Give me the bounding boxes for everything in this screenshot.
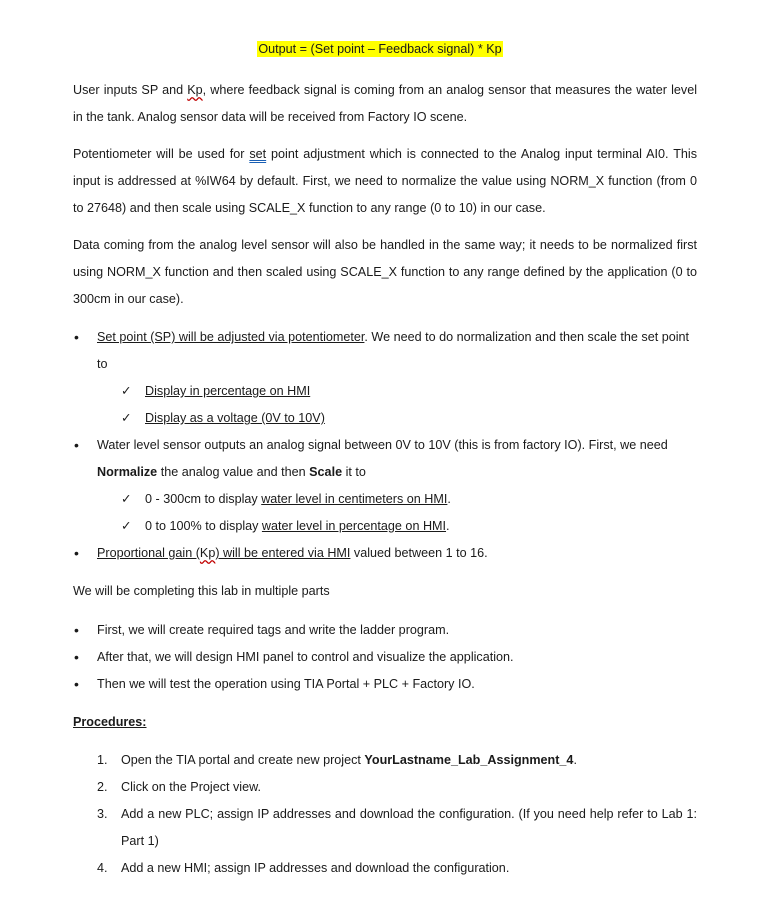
p3-text: Data coming from the analog level sensor will also be handled in the same way; it needs to be normalized first using NORM_X function and then scaled using SCALE_X function to any range defined by the application (0 to 300cm in our case). xyxy=(73,238,697,306)
requirements-list xyxy=(73,324,697,567)
step1-end: . xyxy=(573,753,577,767)
check-item-centimeters xyxy=(73,486,697,513)
step3-text: Add a new PLC; assign IP addresses and download the configuration. (If you need help refer to Lab 1: Part 1) xyxy=(121,807,697,848)
step2-text: Click on the Project view. xyxy=(121,780,261,794)
check-item-percentage xyxy=(73,378,697,405)
check-icon: ✓ xyxy=(121,411,132,425)
b2-sub2-a: 0 to 100% to display xyxy=(145,519,262,533)
b1-underlined: Set point (SP) will be adjusted via potentiometer xyxy=(97,330,365,344)
b3-u1: Proportional gain ( xyxy=(97,546,200,560)
check-item-voltage xyxy=(73,405,697,432)
b3-u2: ) will be entered via HMI xyxy=(215,546,351,560)
bullet-water-level xyxy=(73,432,697,486)
b2-normalize: Normalize xyxy=(97,465,158,479)
p2-set: set xyxy=(249,147,267,161)
check-icon: ✓ xyxy=(121,519,132,533)
b2-sub1-a: 0 - 300cm to display xyxy=(145,492,262,506)
b2-sub2-end: . xyxy=(446,519,450,533)
parts-list xyxy=(73,617,697,698)
b2-scale: Scale xyxy=(309,465,343,479)
part-item xyxy=(73,671,697,698)
bullet-icon: • xyxy=(74,437,79,453)
formula-line xyxy=(0,42,760,56)
step4-text: Add a new HMI; assign IP addresses and download the configuration. xyxy=(121,861,510,875)
parts-intro xyxy=(73,578,697,605)
check-icon: ✓ xyxy=(121,384,132,398)
bullet-icon: • xyxy=(74,649,79,665)
step-number: 1. xyxy=(97,753,108,767)
step-number: 3. xyxy=(97,807,108,821)
step-number: 2. xyxy=(97,780,108,794)
p2-text-a: Potentiometer will be used for xyxy=(73,147,250,161)
procedure-step-4 xyxy=(73,855,697,882)
formula-highlight xyxy=(257,41,502,57)
bullet-icon: • xyxy=(74,676,79,692)
part-item xyxy=(73,617,697,644)
b2-text-a: Water level sensor outputs an analog signal between 0V to 10V (this is from factory IO). First, we need xyxy=(97,438,668,452)
b1-sub1: Display in percentage on HMI xyxy=(145,384,311,398)
b2-sub2-u: water level in percentage on HMI xyxy=(261,519,447,533)
part-text: After that, we will design HMI panel to control and visualize the application. xyxy=(97,650,514,664)
b2-mid: the analog value and then xyxy=(157,465,310,479)
p1-text-a: User inputs SP and xyxy=(73,83,188,97)
procedure-step-1 xyxy=(73,747,697,774)
b2-sub1-u: water level in centimeters on HMI xyxy=(261,492,448,506)
procedures-heading xyxy=(73,709,697,736)
intro-paragraph-3 xyxy=(73,232,697,313)
bullet-icon: • xyxy=(74,329,79,345)
b1-sub2: Display as a voltage (0V to 10V) xyxy=(145,411,325,425)
procedure-step-3 xyxy=(73,801,697,855)
procedure-step-2 xyxy=(73,774,697,801)
bullet-gain xyxy=(73,540,697,567)
check-icon: ✓ xyxy=(121,492,132,506)
b3-kp: Kp xyxy=(199,546,216,560)
formula-text: Output = (Set point – Feedback signal) * Kp xyxy=(258,42,502,56)
part-text: Then we will test the operation using TIA Portal + PLC + Factory IO. xyxy=(97,677,475,691)
p1-text-b: , where feedback signal is coming from an analog sensor that measures the water level in the tank. Analog sensor data will be received from Factory IO scene. xyxy=(73,83,698,124)
step-number: 4. xyxy=(97,861,108,875)
intro-paragraph-2 xyxy=(73,141,697,222)
part-item xyxy=(73,644,697,671)
check-item-level-percentage xyxy=(73,513,697,540)
bullet-icon: • xyxy=(74,545,79,561)
p1-kp: Kp xyxy=(187,83,203,97)
step1-text: Open the TIA portal and create new project xyxy=(121,753,365,767)
b2-end: it to xyxy=(342,465,366,479)
parts-intro-text: We will be completing this lab in multiple parts xyxy=(73,584,330,598)
b2-sub1-end: . xyxy=(447,492,451,506)
procedures-heading-text: Procedures: xyxy=(73,715,147,729)
part-text: First, we will create required tags and write the ladder program. xyxy=(97,623,450,637)
b1-rest: . We need to do normalization and then scale the set point to xyxy=(97,330,690,371)
procedures-list xyxy=(73,747,697,882)
bullet-icon: • xyxy=(74,622,79,638)
bullet-setpoint xyxy=(73,324,697,378)
intro-paragraph-1 xyxy=(73,77,697,131)
b3-rest: valued between 1 to 16. xyxy=(350,546,488,560)
p2-text-b: point adjustment which is connected to the Analog input terminal AI0. This input is addressed at %IW64 by default. First, we need to normalize the value using NORM_X function (from 0 to 27648) and then scale using SCALE_X function to any range (0 to 10) in our case. xyxy=(73,147,697,215)
step1-project-name: YourLastname_Lab_Assignment_4 xyxy=(364,753,574,767)
